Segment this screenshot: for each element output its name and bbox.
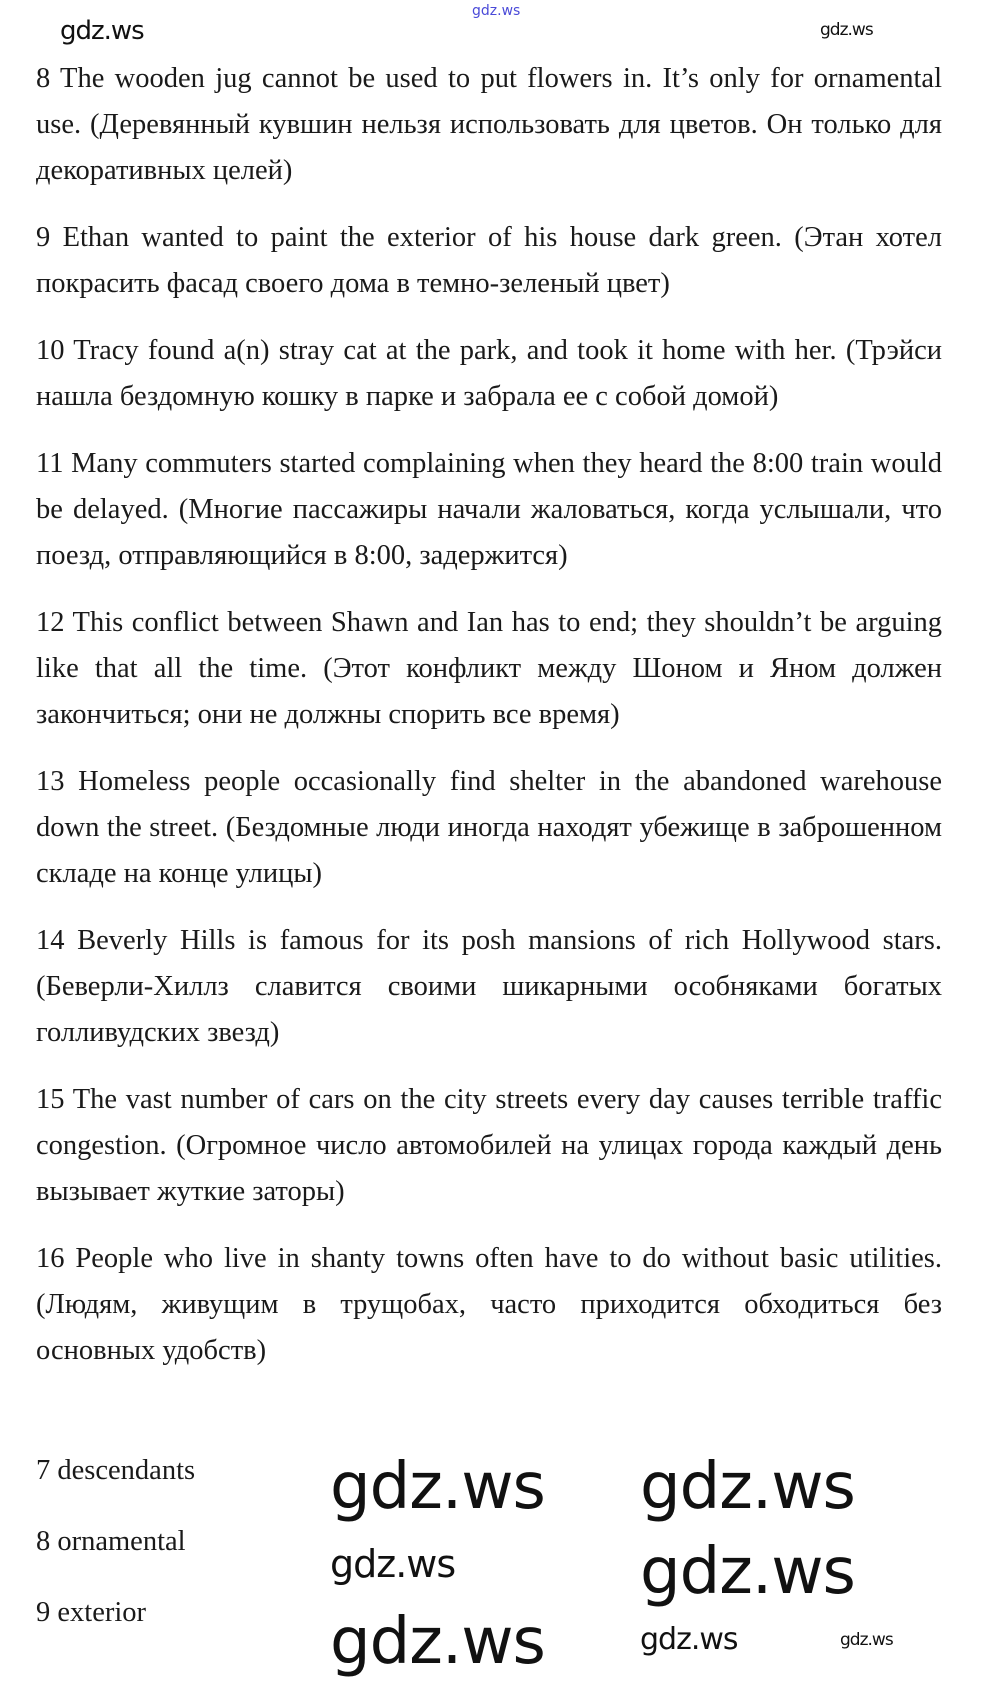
sentence-11: 11 Many commuters started complaining when they heard the 8:00 train would be delayed. (Многие пассажиры начали жаловаться, когда услышали, что поезд, отправляющийся в 8:00, задержится) (36, 448, 942, 571)
document-body (36, 56, 942, 1661)
watermark: gdz.ws (60, 16, 144, 46)
sentence-15: 15 The vast number of cars on the city streets every day causes terrible traffic congestion. (Огромное число автомобилей на улицах города каждый день вызывает жуткие заторы) (36, 1084, 942, 1207)
sentence-14: 14 Beverly Hills is famous for its posh mansions of rich Hollywood stars. (Беверли-Хиллз славится своими шикарными особняками богатых голливудских звезд) (36, 925, 942, 1048)
sentence-9: 9 Ethan wanted to paint the exterior of his house dark green. (Этан хотел покрасить фасад своего дома в темно-зеленый цвет) (36, 222, 942, 299)
answer-8: 8 ornamental (36, 1526, 186, 1557)
watermark: gdz.ws (330, 1605, 545, 1679)
watermark: gdz.ws (640, 1622, 738, 1657)
watermark: gdz.ws (820, 20, 873, 40)
header-site-link[interactable]: gdz.ws (472, 3, 521, 19)
watermark: gdz.ws (840, 1630, 893, 1650)
answer-list (36, 1448, 296, 1636)
watermark: gdz.ws (330, 1450, 545, 1524)
sentence-10: 10 Tracy found a(n) stray cat at the park, and took it home with her. (Трэйси нашла бездомную кошку в парке и забрала ее с собой домой) (36, 335, 942, 412)
sentence-12: 12 This conflict between Shawn and Ian has to end; they shouldn’t be arguing like that all the time. (Этот конфликт между Шоном и Яном должен закончиться; они не должны спорить все время) (36, 607, 942, 730)
watermark: gdz.ws (640, 1450, 855, 1524)
watermark: gdz.ws (330, 1542, 456, 1586)
sentence-8: 8 The wooden jug cannot be used to put flowers in. It’s only for ornamental use. (Деревянный кувшин нельзя использовать для цветов. Он только для декоративных целей) (36, 63, 942, 186)
sentence-16: 16 People who live in shanty towns often have to do without basic utilities. (Людям, живущим в трущобах, часто приходится обходиться без основных удобств) (36, 1243, 942, 1366)
answer-9: 9 exterior (36, 1597, 146, 1628)
answer-7: 7 descendants (36, 1455, 196, 1486)
watermark: gdz.ws (640, 1535, 855, 1609)
sentence-13: 13 Homeless people occasionally find shelter in the abandoned warehouse down the street. (Бездомные люди иногда находят убежище в заброшенном складе на конце улицы) (36, 766, 942, 889)
